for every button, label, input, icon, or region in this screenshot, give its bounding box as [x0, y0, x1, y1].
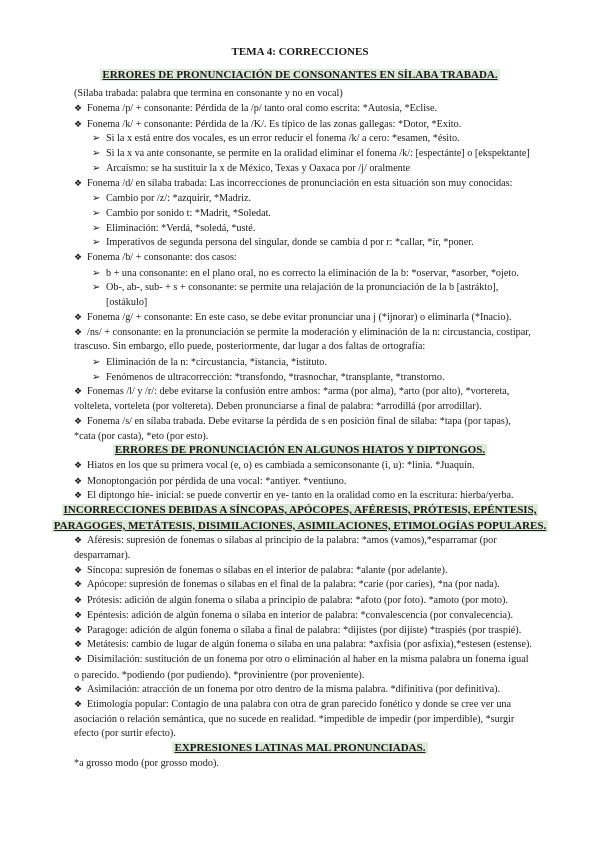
arrow-icon: ➢	[92, 267, 101, 279]
line-text: Si la x va ante consonante, se permite en la oralidad eliminar el fonema /k/: [espectánte] o [ekspektante]	[106, 148, 530, 160]
line-text: b + una consonante: en el plano oral, no es correcto la eliminación de la b: *oservar, *asorber, *ojeto.	[106, 267, 519, 279]
sub-bullet-item	[92, 371, 445, 384]
line-text: PARAGOGES, METÁTESIS, DISIMILACIONES, ASIMILACIONES, ETIMOLOGÍAS POPULARES.	[53, 519, 547, 532]
bullet-item	[74, 326, 531, 339]
line-text: trascuso. Sin embargo, ello puede, posteriormente, dar lugar a dos faltas de ortografía:	[74, 341, 426, 353]
section-heading	[0, 520, 600, 533]
paragraph-line	[74, 549, 130, 562]
line-text: Arcaísmo: se ha sustituir la x de México, Texas y Oaxaca por /j/ oralmente	[106, 162, 411, 174]
bullet-icon: ❖	[74, 103, 83, 114]
bullet-item	[74, 534, 497, 547]
arrow-icon: ➢	[92, 282, 101, 294]
sub-bullet-item	[92, 132, 460, 145]
sub-bullet-item	[92, 162, 410, 175]
paragraph-line	[74, 669, 364, 682]
paragraph-line	[74, 713, 514, 726]
line-text: *cata (por casta), *eto (por esto).	[74, 430, 209, 442]
line-text: Asimilación: atracción de un fonema por otro dentro de la misma palabra. *difinitiva (por definitiva).	[87, 684, 501, 696]
line-text: TEMA 4: CORRECCIONES	[231, 45, 369, 58]
bullet-icon: ❖	[74, 326, 83, 337]
bullet-icon: ❖	[74, 639, 83, 650]
line-text: Fonema /s/ en sílaba trabada. Debe evitarse la pérdida de s en posición final de sílaba: *tapa (por tapas),	[87, 415, 511, 427]
bullet-icon: ❖	[74, 311, 83, 322]
bullet-item	[74, 564, 447, 577]
line-text: Fonema /k/ + consonante: Pérdida de la /K/. Es típico de las zonas gallegas: *Dotor, *Exito.	[87, 118, 462, 130]
line-text: (Sílaba trabada: palabra que termina en consonante y no en vocal)	[74, 88, 343, 100]
bullet-item	[74, 698, 511, 711]
continuation-line	[106, 296, 147, 309]
line-text: Eliminación: *Verdá, *soledá, *usté.	[106, 222, 256, 234]
line-text: Apócope: supresión de fonemas o sílabas en el final de la palabra: *carie (por caries), *na (por nada).	[87, 579, 500, 591]
bullet-icon: ❖	[74, 490, 83, 501]
line-text: Cambio por /z/: *azquirir, *Madriz.	[106, 193, 252, 205]
line-text: /ns/ + consonante: en la pronunciación se permite la moderación y eliminación de la n: circustancia, costipar,	[87, 326, 531, 338]
bullet-icon: ❖	[74, 535, 83, 546]
paragraph-line	[74, 727, 176, 740]
page-title	[0, 46, 600, 59]
bullet-icon: ❖	[74, 698, 83, 709]
arrow-icon: ➢	[92, 356, 101, 368]
line-text: Epéntesis: adición de algún fonema o sílaba en interior de palabra: *convalescencia (por convalecencia).	[87, 609, 513, 621]
line-text: Cambio por sonido t: *Madrit, *Soledat.	[106, 207, 271, 219]
arrow-icon: ➢	[92, 133, 101, 145]
line-text: Etimología popular: Contagio de una palabra con otra de gran parecido fonético y donde se cree ver una	[87, 698, 512, 710]
bullet-icon: ❖	[74, 684, 83, 695]
bullet-item	[74, 177, 512, 190]
line-text: asociación o relación semántica, que no sucede en realidad. *impedible de impedir (por imperdible), *surgir	[74, 713, 515, 725]
line-text: Ob-, ab-, sub- + s + consonante: se permite una relajación de la pronunciación de la b [astrákto],	[106, 282, 499, 294]
bullet-item	[74, 415, 511, 428]
section-heading	[0, 69, 600, 82]
arrow-icon: ➢	[92, 207, 101, 219]
line-text: Paragoge: adición de algún fonema o sílaba a final de palabra: *dijistes (por dijiste) *traspiés (por traspié).	[87, 624, 522, 636]
sub-bullet-item	[92, 236, 474, 249]
line-text: ERRORES DE PRONUNCIACIÓN EN ALGUNOS HIATOS Y DIPTONGOS.	[114, 444, 486, 457]
line-text: Monoptongación por pérdida de una vocal: *antiyer. *ventiuno.	[87, 475, 347, 487]
section-heading	[0, 504, 600, 517]
line-text: Imperativos de segunda persona del singular, donde se cambia d por r: *callar, *ir, *poner.	[106, 237, 474, 249]
bullet-icon: ❖	[74, 609, 83, 620]
line-text: [ostákulo]	[106, 297, 148, 309]
paragraph-line	[74, 340, 425, 353]
line-text: Fenómenos de ultracorrección: *transfondo, *trasnochar, *transplante, *transtorno.	[106, 371, 445, 383]
bullet-item	[74, 594, 508, 607]
line-text: El diptongo hie- inicial: se puede convertir en ye- tanto en la oralidad como en la escritura: hierba/yerba.	[87, 490, 514, 502]
bullet-item	[74, 624, 521, 637]
bullet-icon: ❖	[74, 415, 83, 426]
bullet-icon: ❖	[74, 252, 83, 263]
line-text: Hiatos en los que su primera vocal (e, o) es cambiada a semiconsonante (i, u): *linia. *Juaquín.	[87, 459, 475, 471]
sub-bullet-item	[92, 356, 327, 369]
sub-bullet-item	[92, 222, 255, 235]
bullet-item	[74, 609, 513, 622]
sub-bullet-item	[92, 267, 519, 280]
bullet-item	[74, 251, 237, 264]
bullet-item	[74, 118, 461, 131]
bullet-icon: ❖	[74, 579, 83, 590]
sub-bullet-item	[92, 147, 530, 160]
line-text: Fonema /b/ + consonante: dos casos:	[87, 252, 237, 264]
paragraph-line	[74, 430, 208, 443]
bullet-item	[74, 489, 514, 502]
arrow-icon: ➢	[92, 193, 101, 205]
bullet-item	[74, 653, 529, 666]
line-text: Disimilación: sustitución de un fonema por otro o eliminación al haber en la misma palabra un fonema igual	[87, 653, 529, 665]
section-heading	[0, 742, 600, 755]
arrow-icon: ➢	[92, 237, 101, 249]
sub-bullet-item	[92, 207, 271, 220]
bullet-icon: ❖	[74, 475, 83, 486]
paragraph-line	[74, 757, 219, 770]
bullet-icon: ❖	[74, 595, 83, 606]
arrow-icon: ➢	[92, 148, 101, 160]
line-text: *a grosso modo (por grosso modo).	[74, 757, 219, 769]
bullet-icon: ❖	[74, 118, 83, 129]
sub-bullet-item	[92, 192, 251, 205]
bullet-item	[74, 459, 475, 472]
bullet-icon: ❖	[74, 564, 83, 575]
arrow-icon: ➢	[92, 371, 101, 383]
bullet-icon: ❖	[74, 624, 83, 635]
line-text: Fonema /d/ en sílaba trabada: Las incorrecciones de pronunciación en esta situación son muy conocidas:	[87, 177, 513, 189]
bullet-item	[74, 578, 500, 591]
line-text: Metátesis: cambio de lugar de algún fonema o sílaba en una palabra: *axfisia (por asfixia),*estesen (estense).	[87, 639, 532, 651]
bullet-item	[74, 102, 437, 115]
arrow-icon: ➢	[92, 222, 101, 234]
bullet-icon: ❖	[74, 653, 83, 664]
bullet-item	[74, 475, 346, 488]
line-text: Síncopa: supresión de fonemas o sílabas en el interior de palabra: *alante (por adelante).	[87, 564, 448, 576]
paragraph-line	[74, 87, 343, 100]
line-text: desparramar).	[74, 550, 131, 562]
line-text: INCORRECCIONES DEBIDAS A SÍNCOPAS, APÓCOPES, AFÉRESIS, PRÓTESIS, EPÉNTESIS,	[63, 504, 537, 516]
line-text: Prótesis: adición de algún fonema o sílaba a principio de palabra: *afoto (por foto). *amoto (por moto).	[87, 595, 508, 607]
bullet-item	[74, 311, 511, 324]
line-text: efecto (por surtir efecto).	[74, 728, 176, 740]
bullet-item	[74, 385, 509, 398]
line-text: Fonema /p/ + consonante: Pérdida de la /p/ tanto oral como escrita: *Autosia, *Eclise.	[87, 103, 438, 115]
line-text: Fonemas /l/ y /r/: debe evitarse la confusión entre ambos: *arma (por alma), *arto (por alto), *vortereta,	[87, 386, 510, 398]
sub-bullet-item	[92, 281, 498, 294]
line-text: EXPRESIONES LATINAS MAL PRONUNCIADAS.	[174, 742, 426, 755]
bullet-icon: ❖	[74, 459, 83, 470]
paragraph-line	[74, 400, 482, 413]
bullet-icon: ❖	[74, 386, 83, 397]
section-heading	[0, 444, 600, 457]
bullet-item	[74, 638, 532, 651]
line-text: ERRORES DE PRONUNCIACIÓN DE CONSONANTES EN SÍLABA TRABADA.	[102, 69, 498, 82]
line-text: Si la x está entre dos vocales, es un error reducir el fonema /k/ a cero: *esamen, *ésito.	[106, 133, 460, 145]
line-text: Eliminación de la n: *circustancia, *istancia, *istituto.	[106, 356, 327, 368]
bullet-item	[74, 683, 500, 696]
bullet-icon: ❖	[74, 177, 83, 188]
line-text: volteleta, vorteleta (por voltereta). Deben pronunciarse a final de palabra: *arrodillá (por arrodillar).	[74, 401, 482, 413]
arrow-icon: ➢	[92, 162, 101, 174]
line-text: Aféresis: supresión de fonemas o sílabas al principio de la palabra: *amos (vamos),*esparramar (por	[87, 535, 497, 547]
line-text: Fonema /g/ + consonante: En este caso, se debe evitar pronunciar una j (*ijnorar) o eliminarla (*Inacio).	[87, 311, 512, 323]
line-text: o parecido. *podiendo (por pudiendo). *provinientre (por proveniente).	[74, 669, 365, 681]
